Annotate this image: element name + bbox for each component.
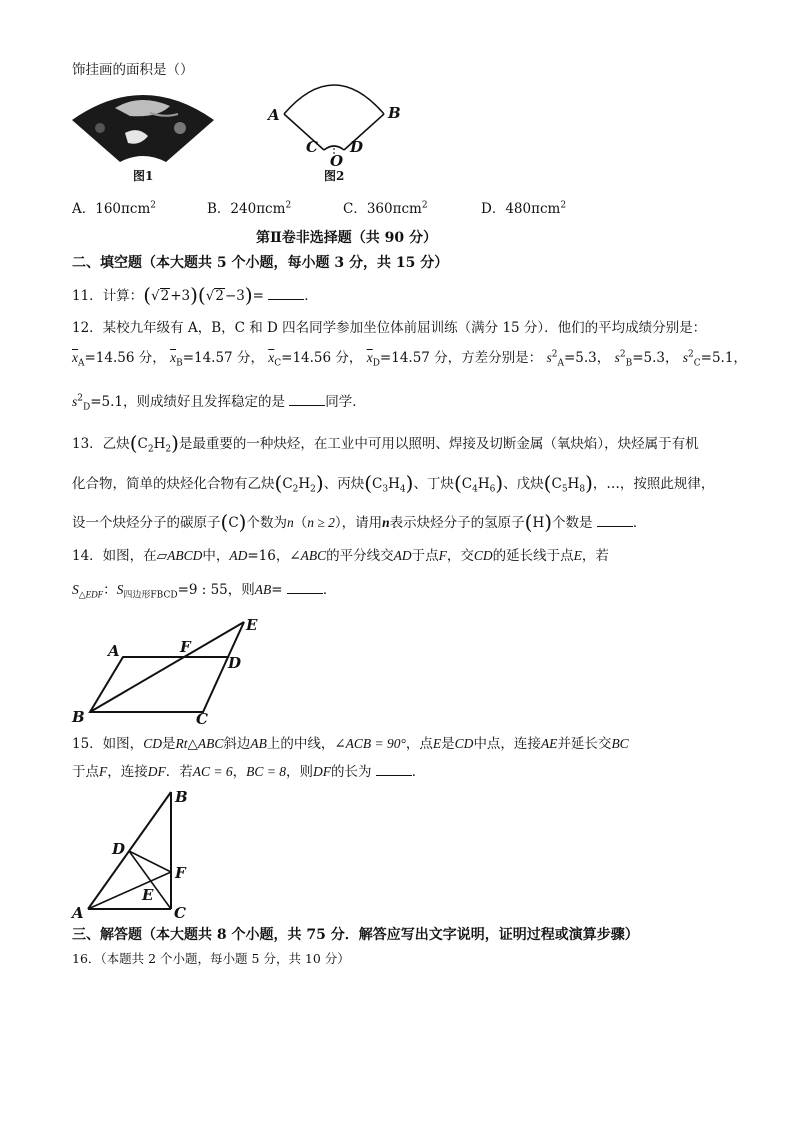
q14-answer-blank[interactable] <box>287 581 323 594</box>
q15-label-f: F <box>175 864 186 882</box>
q13-answer-blank[interactable] <box>597 514 633 527</box>
q15-label-e: E <box>142 886 154 904</box>
q15-line-1: 15．如图，CD是Rt△ABC斜边AB上的中线，∠ACB = 90°，点E是CD中点，连接AE并延长交BC <box>72 736 629 752</box>
q10-option-b[interactable]: B．240πcm$^2$ <box>207 200 292 217</box>
q12-line-1: 12．某校九年级有 A，B，C 和 D 四名同学参加坐位体前屈训练（满分 15 分）．他们的平均成绩分别是： <box>72 320 707 336</box>
q15-line-2: 于点F，连接DF．若AC = 6，BC = 8，则DF的长为 ． <box>72 764 426 780</box>
q13-line-2: 化合物，简单的炔烃化合物有乙炔$(C_2H_2)$、丙炔$(C_3H_4)$、丁炔$(C_4H_6)$、戊炔$(C_5H_8)$，…，按照此规律， <box>72 471 715 495</box>
fig2-label-b: B <box>388 104 401 122</box>
q14-label-b: B <box>72 708 85 726</box>
q15-label-a: A <box>72 904 84 920</box>
q15-label-b: B <box>175 788 188 806</box>
figure-2-caption: 图2 <box>324 169 345 183</box>
q14-label-f: F <box>180 638 191 656</box>
q15-answer-blank[interactable] <box>376 763 412 776</box>
q14-parallelogram-figure <box>68 612 278 728</box>
fig2-label-o: O <box>330 152 344 170</box>
fig2-label-a: A <box>268 106 280 124</box>
q14-label-a: A <box>108 642 120 660</box>
figure-1-caption: 图1 <box>133 169 154 183</box>
q12-line-3: $s^2_D=5.1$，则成绩好且发挥稳定的是 同学． <box>72 393 366 413</box>
part-3-title: 三、解答题（本大题共 8 个小题，共 75 分．解答应写出文字说明，证明过程或演算步骤） <box>72 927 639 943</box>
q11-answer-blank[interactable] <box>268 287 304 300</box>
q16-header: 16．（本题共 2 个小题，每小题 5 分，共 10 分） <box>72 951 350 966</box>
q13-line-3: 设一个炔烃分子的碳原子(C)个数为n（n ≥ 2），请用n表示炔烃分子的氢原子(H)个数是 ． <box>72 510 647 534</box>
q15-label-d: D <box>112 840 126 858</box>
q15-triangle-figure <box>68 784 198 920</box>
section-ii-title: 第Ⅱ卷非选择题（共 90 分） <box>256 230 438 246</box>
q12-answer-blank[interactable] <box>289 393 325 406</box>
q14-line-2: $S_{\triangle EDF}$：$S_{四边形FBCD}=9$ : 55，则AB= ． <box>72 582 337 601</box>
q14-label-c: C <box>196 710 208 728</box>
q11: 11．计算：(√2+3)(√2−3)= ． <box>72 283 318 307</box>
figure-2-sector-diagram <box>262 78 410 170</box>
fig2-label-c: C <box>306 138 318 156</box>
q10-option-d[interactable]: D．480πcm$^2$ <box>481 200 567 217</box>
q12-line-2: $\overline{x}_A=14.56$ 分， $\overline{x}_B=14.57$ 分， $\overline{x}_C=14.56$ 分， $\overline{x}_D=14.57$ 分，方差分别是： $s^2_A=5.3$， $s^2_B=5.3$， $s^2_C=5.1$， <box>72 349 747 369</box>
q14-line-1: 14．如图，在▱ABCD中，AD=16，∠ABC的平分线交AD于点F，交CD的延长线于点E，若 <box>72 548 609 564</box>
q10-stem-tail: 饰挂画的面积是（） <box>72 62 194 78</box>
q10-option-c[interactable]: C．360πcm$^2$ <box>343 200 428 217</box>
q13-line-1: 13．乙炔$(C_2H_2)$是最重要的一种炔烃，在工业中可用以照明、焊接及切断金属（氧炔焰），炔烃属于有机 <box>72 431 699 455</box>
part-2-title: 二、填空题（本大题共 5 个小题，每小题 3 分，共 15 分） <box>72 255 449 271</box>
q14-label-d: D <box>228 654 242 672</box>
figure-1-fan-painting <box>70 88 216 168</box>
q10-option-a[interactable]: A．160πcm$^2$ <box>72 200 156 217</box>
fig2-label-d: D <box>350 138 364 156</box>
q14-label-e: E <box>246 616 258 634</box>
q15-label-c: C <box>174 904 186 920</box>
